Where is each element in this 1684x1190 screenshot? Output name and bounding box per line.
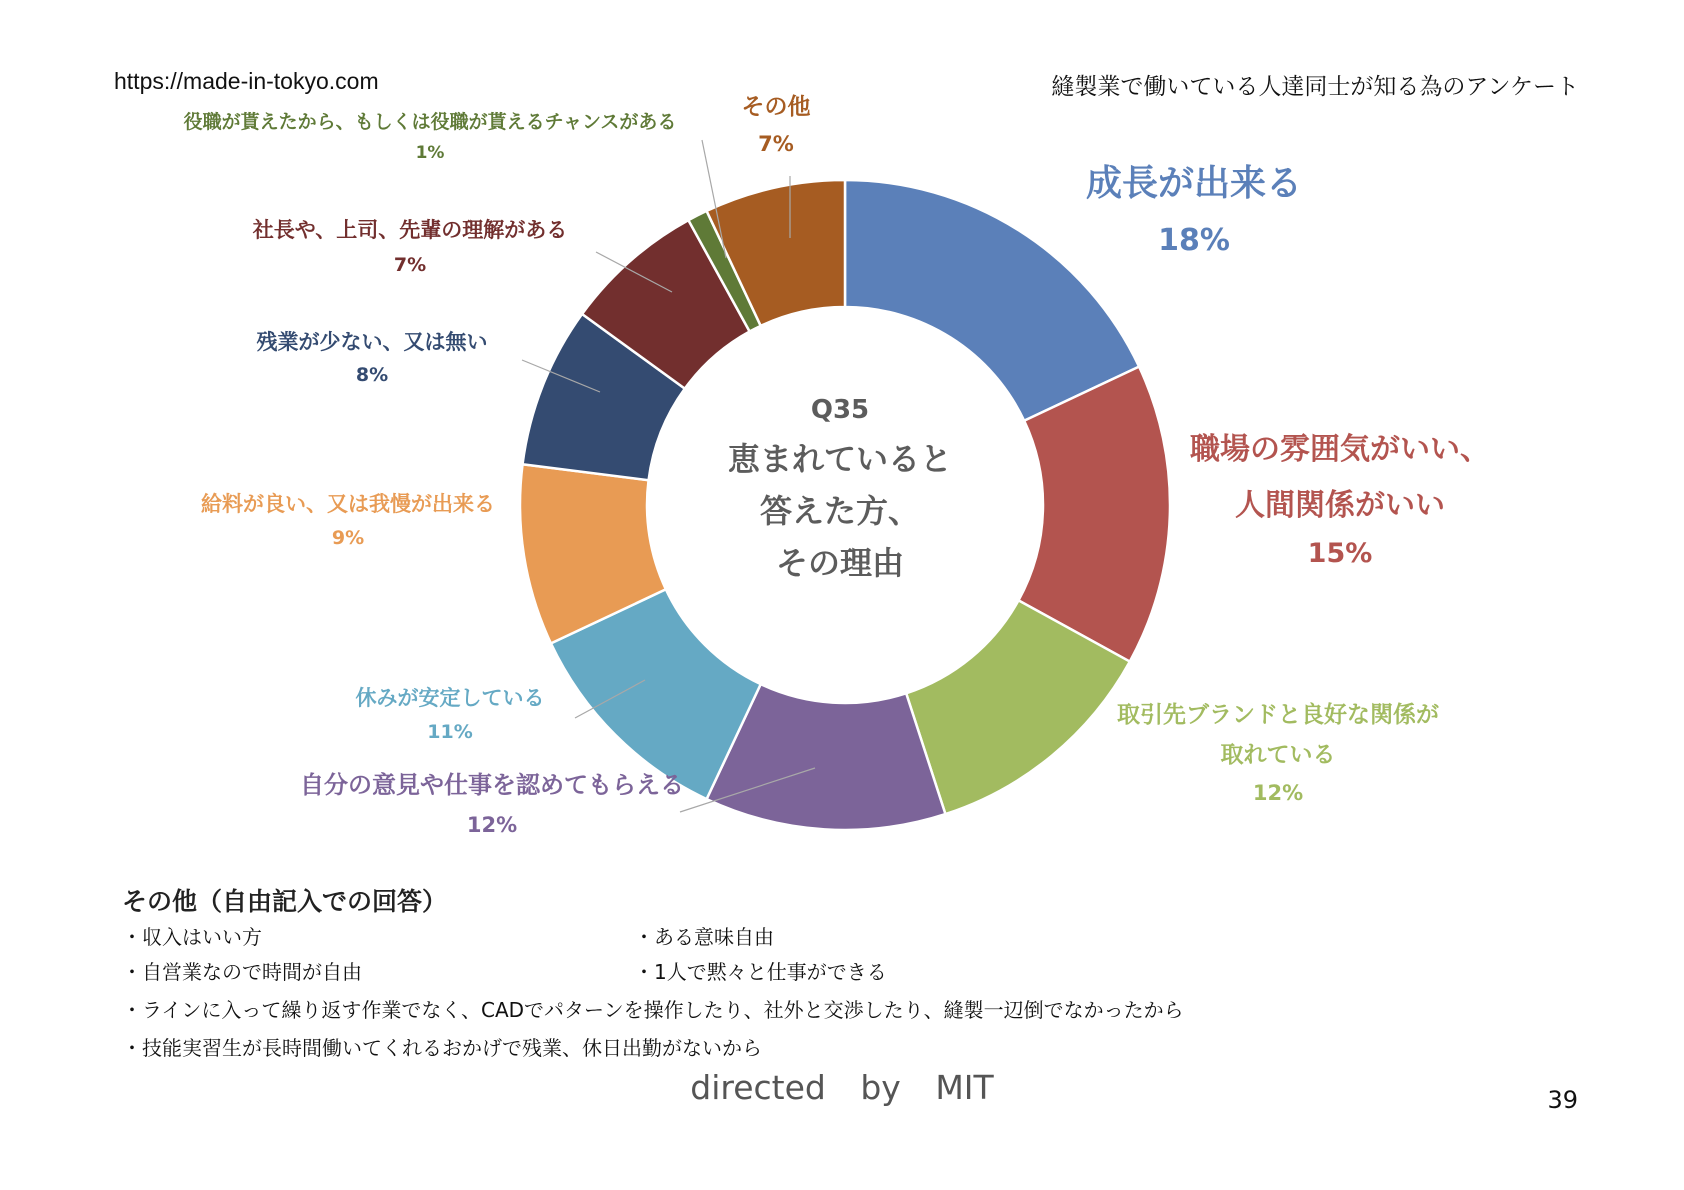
slice-label: 役職が貰えたから、もしくは役職が貰えるチャンスがある (183, 111, 677, 133)
slice-label: 自分の意見や仕事を認めてもらえる (300, 771, 684, 799)
header-title: 縫製業で働いている人達同士が知る為のアンケート (1051, 73, 1579, 99)
center-text-line: Q35 (810, 395, 870, 425)
slice-label: 取れている (1220, 742, 1336, 768)
other-answer-item: ・収入はいい方 (122, 925, 262, 949)
slice-label: 職場の雰囲気がいい、 (1190, 432, 1490, 467)
donut-slice (845, 180, 1139, 421)
slice-percent-label: 1% (415, 143, 445, 163)
other-answer-item: ・1人で黙々と仕事ができる (634, 960, 887, 984)
slice-label: 休みが安定している (355, 686, 545, 710)
center-text-line: 答えた方、 (759, 492, 921, 530)
slice-percent-label: 12% (1252, 781, 1304, 805)
slice-percent-label: 11% (427, 721, 473, 743)
other-answer-item: ・技能実習生が長時間働いてくれるおかげで残業、休日出勤がないから (122, 1036, 762, 1060)
center-text-line: 恵まれていると (727, 440, 953, 478)
slice-percent-label: 15% (1307, 538, 1373, 569)
slice-label: 残業が少ない、又は無い (256, 330, 488, 354)
slice-percent-label: 7% (393, 254, 427, 276)
other-answer-item: ・自営業なので時間が自由 (122, 960, 362, 984)
other-answer-item: ・ラインに入って繰り返す作業でなく、CADでパターンを操作したり、社外と交渉したり、縫製一辺倒でなかったから (122, 998, 1184, 1022)
other-answer-item: ・ある意味自由 (634, 925, 774, 949)
slice-percent-label: 9% (331, 527, 365, 549)
other-answers-title: その他（自由記入での回答） (122, 887, 448, 916)
slice-percent-label: 18% (1158, 223, 1230, 258)
slice-label: 給料が良い、又は我慢が出来る (201, 492, 495, 516)
center-text (728, 395, 952, 582)
footer-credit: directed by MIT (690, 1068, 994, 1107)
page-number: 39 (1547, 1086, 1578, 1114)
slice-percent-label: 7% (758, 132, 794, 156)
slice-label: 取引先ブランドと良好な関係が (1117, 702, 1439, 728)
slice-label: 人間関係がいい (1235, 488, 1445, 523)
center-text-line: その理由 (775, 544, 905, 582)
slice-percent-label: 12% (466, 813, 518, 837)
slice-label: 社長や、上司、先輩の理解がある (252, 218, 568, 242)
slice-label: その他 (741, 94, 811, 120)
slice-percent-label: 8% (355, 364, 389, 386)
header-url: https://made-in-tokyo.com (114, 68, 379, 94)
slice-label: 成長が出来る (1085, 163, 1303, 204)
